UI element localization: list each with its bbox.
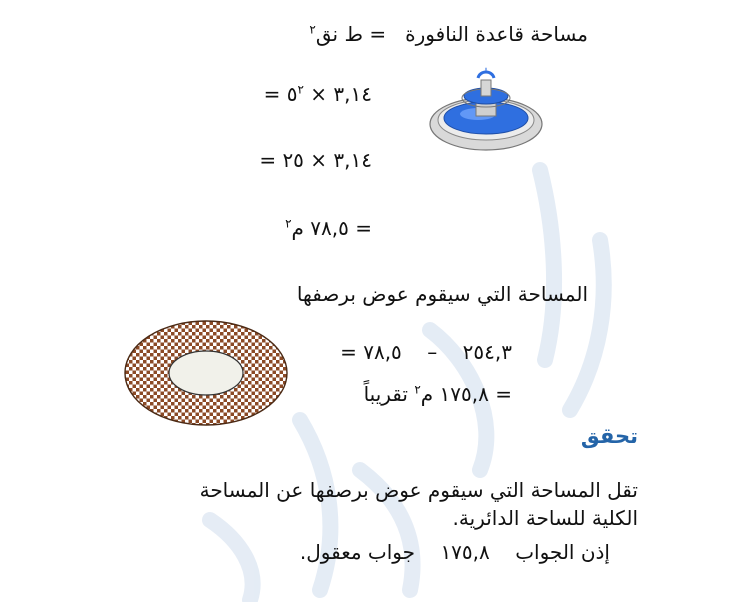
step2-line — [259, 148, 372, 172]
formula-exponent: ٢ — [309, 22, 316, 37]
paving-line1-total: ٢٥٤,٣ — [462, 340, 512, 364]
step1-expression: ٣,١٤ × ٥ — [286, 82, 372, 106]
formula-rhs: = ط نق — [315, 22, 387, 46]
check-heading: تحقق — [580, 424, 638, 448]
paving-line2-suffix: تقريباً — [363, 382, 408, 406]
paving-title — [297, 282, 588, 306]
step3-exponent: ٢ — [285, 216, 292, 231]
ring-paving-illustration — [122, 318, 290, 428]
step1-line — [264, 82, 372, 106]
paving-line1-minus: – — [427, 340, 438, 364]
paving-line2 — [364, 382, 512, 406]
paving-line1-equals: = — [340, 340, 357, 364]
step1-exponent: ٢ — [297, 82, 304, 97]
paving-line1 — [340, 340, 512, 364]
step3-equals: = — [355, 216, 372, 240]
paving-line2-exponent: ٢ — [414, 382, 421, 397]
check-paragraph-line1: تقل المساحة التي سيقوم عوض برصفها عن المساحة — [199, 478, 638, 502]
check-paragraph-line2: الكلية للساحة الدائرية. — [452, 506, 638, 530]
paving-line2-equals: = — [495, 382, 512, 406]
step2-expression: ٣,١٤ × ٢٥ — [282, 148, 372, 172]
paving-title-text: المساحة التي سيقوم عوض برصفها — [296, 282, 588, 306]
step1-equals: = — [263, 82, 281, 106]
step3-line — [285, 216, 372, 240]
answer-value: ١٧٥,٨ — [440, 540, 490, 564]
paving-line1-fountain: ٧٨,٥ — [363, 340, 402, 364]
check-paragraph — [108, 476, 638, 532]
answer-suffix: جواب معقول. — [299, 540, 415, 564]
step3-value: ٧٨,٥ م — [291, 216, 349, 240]
formula-lhs: مساحة قاعدة النافورة — [405, 22, 588, 46]
answer-line — [300, 540, 610, 564]
answer-prefix: إذن الجواب — [515, 540, 610, 564]
formula-line — [309, 22, 588, 46]
step2-equals: = — [259, 148, 277, 172]
fountain-illustration — [428, 66, 548, 156]
paving-line2-value: ١٧٥,٨ م — [420, 382, 489, 406]
